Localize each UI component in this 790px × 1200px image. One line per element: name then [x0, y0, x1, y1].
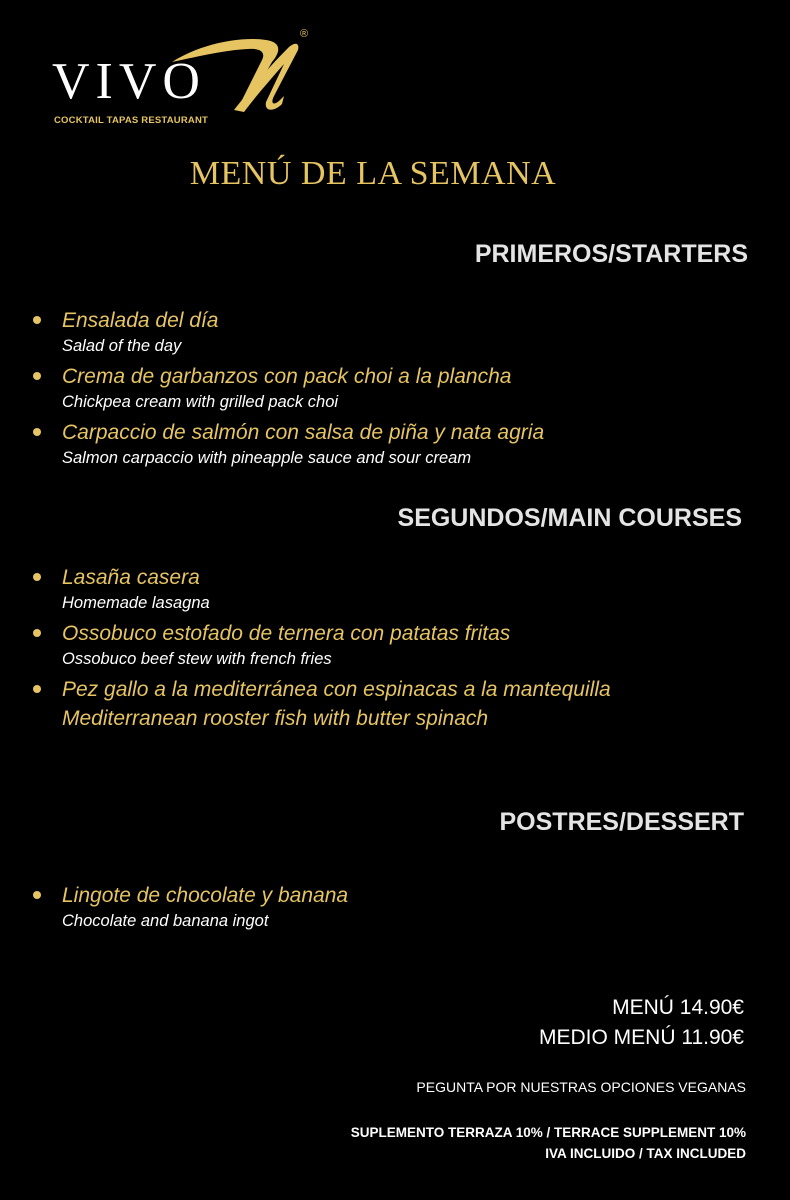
list-item	[28, 882, 768, 932]
starters-list	[28, 307, 768, 475]
dish-name-en: Mediterranean rooster fish with butter spinach	[62, 707, 489, 730]
dish-name-es: Ensalada del día	[62, 309, 219, 332]
list-item	[28, 363, 768, 413]
section-title-dessert: POSTRES/DESSERT	[499, 808, 744, 836]
mains-list	[28, 564, 768, 740]
menu-price: MENÚ 14.90€	[612, 996, 744, 1019]
dish-name-es: Carpaccio de salmón con salsa de piña y nata agria	[62, 421, 545, 444]
dish-name-en: Homemade lasagna	[62, 594, 210, 612]
dessert-list	[28, 882, 768, 938]
terrace-supplement-note: SUPLEMENTO TERRAZA 10% / TERRACE SUPPLEMENT 10%	[350, 1125, 746, 1140]
section-title-starters: PRIMEROS/STARTERS	[474, 240, 748, 268]
list-item	[28, 676, 768, 734]
bullet-icon	[33, 316, 41, 324]
tax-included-note: IVA INCLUIDO / TAX INCLUDED	[545, 1146, 746, 1161]
bullet-icon	[33, 685, 41, 693]
registered-mark: ®	[300, 28, 309, 40]
list-item	[28, 307, 768, 357]
logo-tagline: COCKTAIL TAPAS RESTAURANT	[54, 115, 209, 126]
menu-title: MENÚ DE LA SEMANA	[189, 155, 557, 192]
dish-name-es: Ossobuco estofado de ternera con patatas fritas	[62, 622, 511, 645]
dish-name-es: Lingote de chocolate y banana	[62, 884, 349, 907]
bullet-icon	[33, 573, 41, 581]
half-menu-price: MEDIO MENÚ 11.90€	[538, 1026, 744, 1049]
logo-wordmark: VIVO	[52, 53, 206, 110]
restaurant-logo	[52, 28, 322, 132]
bullet-icon	[33, 891, 41, 899]
bullet-icon	[33, 428, 41, 436]
list-item	[28, 564, 768, 614]
bullet-icon	[33, 372, 41, 380]
dish-name-en: Chickpea cream with grilled pack choi	[62, 393, 339, 411]
logo-swoosh-icon	[170, 32, 310, 122]
bullet-icon	[33, 629, 41, 637]
dish-name-es: Lasaña casera	[62, 566, 200, 589]
dish-name-en: Salmon carpaccio with pineapple sauce and sour cream	[62, 449, 472, 467]
dish-name-en: Ossobuco beef stew with french fries	[62, 650, 332, 668]
list-item	[28, 620, 768, 670]
dish-name-es: Crema de garbanzos con pack choi a la plancha	[62, 365, 512, 388]
dish-name-es: Pez gallo a la mediterránea con espinacas a la mantequilla	[62, 678, 611, 701]
dish-name-en: Chocolate and banana ingot	[62, 912, 269, 930]
section-title-mains: SEGUNDOS/MAIN COURSES	[397, 504, 742, 532]
list-item	[28, 419, 768, 469]
vegan-options-note: PEGUNTA POR NUESTRAS OPCIONES VEGANAS	[416, 1079, 746, 1095]
dish-name-en: Salad of the day	[62, 337, 182, 355]
